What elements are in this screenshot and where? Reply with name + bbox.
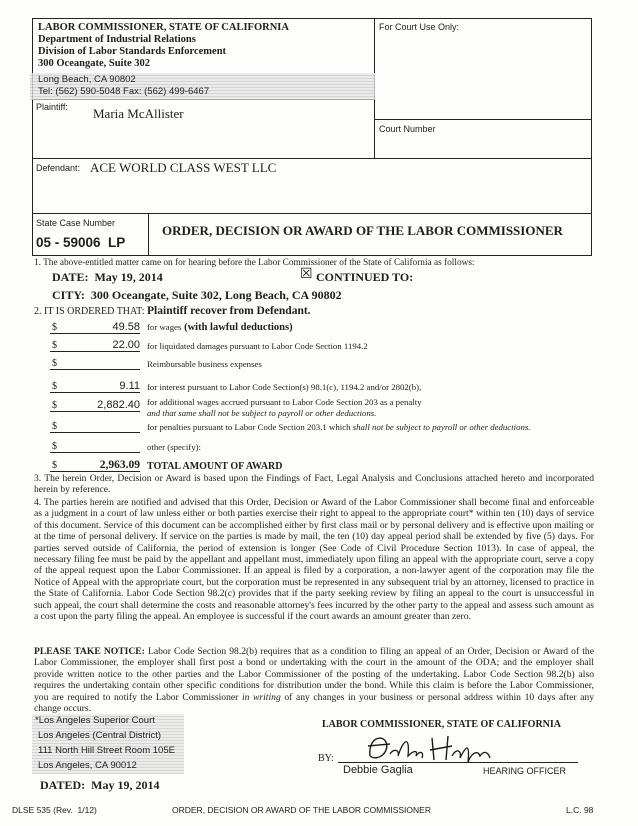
continued-label: CONTINUED TO: [316,270,414,284]
hearing-date: DATE: May 19, 2014 [52,270,163,284]
business-expenses-desc: Reimbursable business expenses [147,359,262,369]
interest-desc: for interest pursuant to Labor Code Section(s) 98.1(c), 1194.2 and/or 2802(b), [147,382,422,392]
court-address-line: *Los Angeles Superior Court [35,715,155,726]
court-address-line: Los Angeles (Central District) [38,730,162,741]
order-intro [34,305,311,317]
other-amount [50,440,140,453]
hearing-intro: 1. The above-entitled matter came on for hearing before the Labor Commissioner of the State of California as follows: [34,258,475,268]
business-expenses-amount [50,357,140,370]
penalties-2031-amount [50,420,140,433]
agency-division: Division of Labor Standards Enforcement [38,46,227,57]
agency-street: 300 Oceangate, Suite 302 [38,58,150,69]
dollar-sign: $ [52,421,57,432]
form-id: DLSE 535 (Rev. 1/12) [12,805,97,815]
appeal-paragraph: 4. The parties herein are notified and advised that this Order, Decision or Award of the Labor Commissioner shall become final and enforceable as a judgment in a court of law unless either or both parties exercise their right to appeal to the appropriate court* within ten (10) days of service of this document. Service of this document can be accomplished either by first class mail or by personal delivery and is effective upon mailing or at the time of personal delivery. If service on the parties is made by mail, the ten (10) day appeal period shall be extended by five (5) days. For parties served outside of California, the period of extension is longer (See Code of Civil Procedure Section 1013). In case of appeal, the necessary filing fee must be paid by the appellant and appellant must, immediately upon filing an appeal with the appropriate court, serve a copy of the appeal request upon the Labor Commissioner. If an appeal is filed by a corporation, a non-lawyer agent of the corporation may file the Notice of Appeal with the appropriate court, but the corporation must be represented in any subsequent trial by an attorney, licensed to practice in the State of California. Labor Code Section 98.2(c) provides that if the party seeking review by filing an appeal to the court is unsuccessful in such appeal, the court shall determine the costs and reasonable attorney's fees incurred by the other party to the appeal and assess such amount as a cost upon the party filing the appeal. An employee is successful if the court awards an amount greater than zero. [34,497,594,623]
dollar-sign: $ [52,460,57,471]
order-intro-prefix: 2. IT IS ORDERED THAT: [34,306,145,317]
form-footer-title: ORDER, DECISION OR AWARD OF THE LABOR COMMISSIONER [172,805,431,815]
form-code: L.C. 98 [566,805,594,815]
agency-phone: Tel: (562) 590-5048 Fax: (562) 499-6467 [38,86,210,97]
findings-paragraph: 3. The herein Order, Decision or Award is based upon the Findings of Fact, Legal Analysis and Conclusions attached hereto and incorporated herein by reference. [34,473,594,496]
signer-name: Debbie Gaglia [343,764,413,776]
penalties-2031-desc: for penalties pursuant to Labor Code Section 203.1 which shall not be subject to payroll or other deductions. [147,422,531,432]
liquidated-damages-desc: for liquidated damages pursuant to Labor Code Section 1194.2 [147,341,368,351]
court-number-divider [374,119,592,120]
order-intro-bold: Plaintiff recover from Defendant. [147,305,311,317]
total-label: TOTAL AMOUNT OF AWARD [147,461,283,472]
agency-city: Long Beach, CA 90802 [38,74,136,85]
plaintiff-label: Plaintiff: [36,102,68,112]
signature-agency: LABOR COMMISSIONER, STATE OF CALIFORNIA [318,719,561,730]
defendant-label: Defendant: [36,163,81,173]
agency-name: LABOR COMMISSIONER, STATE OF CALIFORNIA [38,22,289,33]
defendant-name: ACE WORLD CLASS WEST LLC [90,160,277,175]
court-address-line: 111 North Hill Street Room 105E [38,745,175,756]
court-number-label: Court Number [379,124,436,134]
notice-paragraph: PLEASE TAKE NOTICE: Labor Code Section 98.2(b) requires that as a condition to filing an appeal of an Order, Decision or Award of the Labor Commissioner, the employer shall first post a bond or undertaking with the court in the amount of the ODA; and the employer shall provide written notice to the other parties and the Labor Commissioner of the posting of the undertaking. Labor Code Section 98.2(b) also requires the undertaking contain other specific conditions for distribution under the bond. While this claim is before the Labor Commissioner, you are required to notify the Labor Commissioner in writing of any changes in your business or personal address within 10 days after any change occurs. [34,646,595,715]
wages-amount: 49.58 [50,321,140,334]
hearing-city: CITY: 300 Oceangate, Suite 302, Long Beach, CA 90802 [52,288,342,302]
other-desc: other (specify): [147,442,201,452]
total-amount: 2,963.09 [50,459,140,472]
state-case-number: 05 - 59006 LP [36,235,126,250]
court-address-line: Los Angeles, CA 90012 [38,760,137,771]
dollar-sign: $ [52,322,57,333]
state-case-label: State Case Number [36,218,116,228]
plaintiff-name: Maria McAllister [93,106,184,121]
plaintiff-box [32,99,375,159]
dollar-sign: $ [52,400,57,411]
dollar-sign: $ [52,381,57,392]
signer-title: HEARING OFFICER [483,766,567,776]
court-use-label: For Court Use Only: [379,22,460,32]
handwritten-signature [360,728,520,768]
dated-line: DATED: May 19, 2014 [40,778,160,792]
dollar-sign: $ [52,441,57,452]
order-title: ORDER, DECISION OR AWARD OF THE LABOR COMMISSIONER [162,223,563,238]
penalty-desc-note: and that same shall not be subject to payroll or other deductions. [147,408,377,418]
court-use-box [374,18,592,159]
by-label: BY: [318,753,334,764]
interest-amount: 9.11 [50,380,140,393]
liquidated-damages-amount: 22.00 [50,339,140,352]
wages-desc: for wages (with lawful deductions) [147,322,293,333]
dollar-sign: $ [52,340,57,351]
penalty-amount: 2,882.40 [50,399,140,412]
dollar-sign: $ [52,358,57,369]
continued-checkbox: ☒ [300,267,313,282]
agency-department: Department of Industrial Relations [38,34,196,45]
penalty-desc: for additional wages accrued pursuant to Labor Code Section 203 as a penalty [147,397,422,407]
